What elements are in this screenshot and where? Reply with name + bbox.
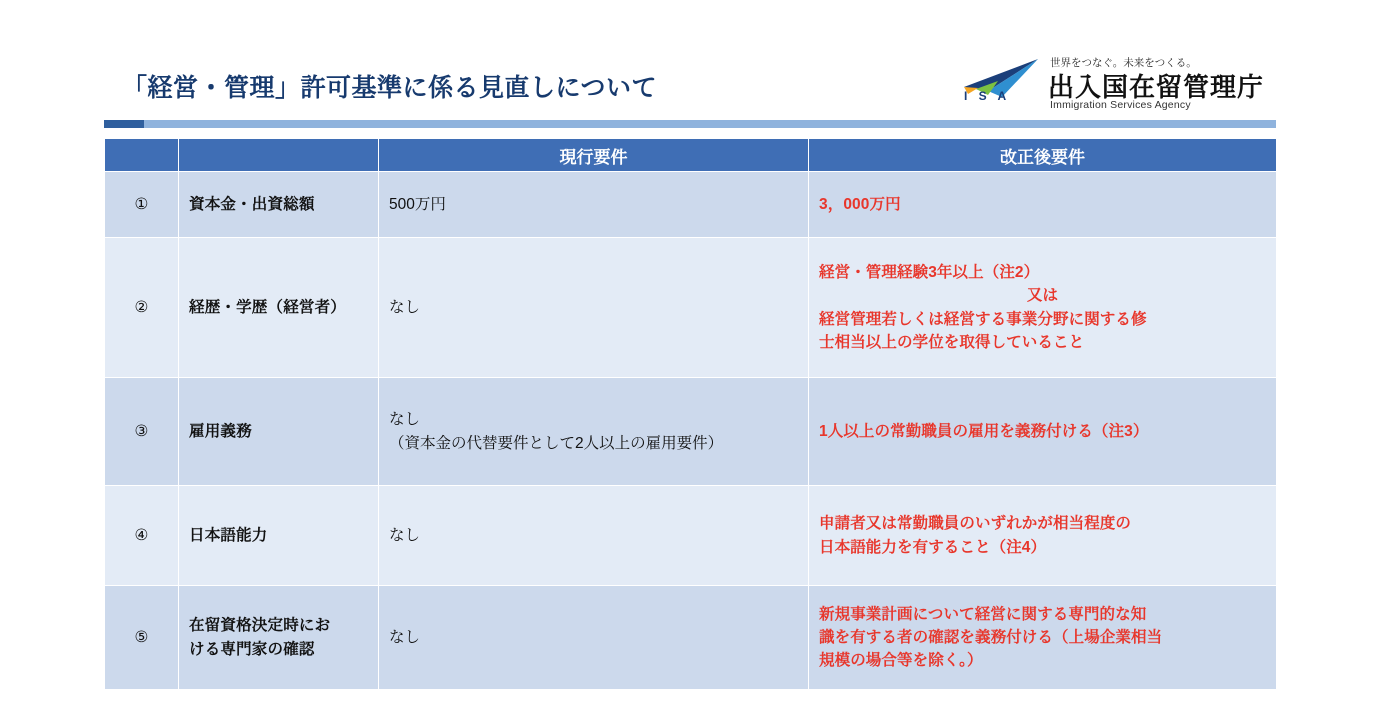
row-item: 雇用義務 [179, 378, 379, 486]
agency-name-ja: 出入国在留管理庁 [1048, 72, 1265, 102]
table-row [105, 238, 1277, 378]
agency-name-en: Immigration Services Agency [1050, 99, 1191, 111]
column-header-item [179, 139, 379, 172]
row-revised-line: 経営管理若しくは経営する事業分野に関する修 [819, 310, 1147, 328]
header-divider-bar [104, 120, 1276, 128]
table-row [105, 172, 1277, 238]
requirements-table [104, 138, 1277, 690]
row-revised: 3，000万円 [809, 172, 1277, 238]
row-number: ④ [105, 486, 179, 586]
logo-tagline: 世界をつなぐ。未来をつくる。 [1050, 57, 1197, 69]
row-revised-line: 又は [1026, 287, 1059, 305]
row-current [379, 378, 809, 486]
agency-logo [958, 55, 1268, 111]
row-revised-line: 申請者又は常勤職員のいずれかが相当程度の [819, 515, 1132, 533]
row-revised [809, 238, 1277, 378]
row-revised: 1人以上の常勤職員の雇用を義務付ける（注3） [809, 378, 1277, 486]
table-row [105, 378, 1277, 486]
row-number: ⑤ [105, 586, 179, 690]
row-revised-line: 士相当以上の学位を取得していること [819, 333, 1085, 351]
row-item-line: ける専門家の確認 [189, 640, 315, 658]
row-item: 経歴・学歴（経営者） [179, 238, 379, 378]
column-header-current: 現行要件 [379, 139, 809, 172]
row-revised-line: 規模の場合等を除く。） [819, 652, 983, 670]
row-revised-line: 経営・管理経験3年以上（注2） [819, 264, 1040, 281]
row-current-line: （資本金の代替要件として2人以上の雇用要件） [389, 434, 724, 452]
row-current: なし [379, 486, 809, 586]
row-item-line: 在留資格決定時にお [189, 617, 331, 635]
slide-header [0, 0, 1381, 126]
page-title: 「経営・管理」許可基準に係る見直しについて [122, 74, 658, 102]
row-revised [809, 486, 1277, 586]
column-header-number [105, 139, 179, 172]
table-header-row [105, 139, 1277, 172]
row-item [179, 586, 379, 690]
header-accent-bar [104, 120, 144, 128]
row-number: ① [105, 172, 179, 238]
row-revised-line: 日本語能力を有すること（注4） [819, 538, 1047, 556]
column-header-revised: 改正後要件 [809, 139, 1277, 172]
row-number: ② [105, 238, 179, 378]
row-current: 500万円 [379, 172, 809, 238]
row-revised-line: 新規事業計画について経営に関する専門的な知 [819, 605, 1147, 623]
row-number: ③ [105, 378, 179, 486]
isa-abbrev-label: I S A [964, 89, 1011, 103]
row-current-line: なし [389, 411, 421, 429]
table-row [105, 486, 1277, 586]
row-current: なし [379, 238, 809, 378]
row-revised [809, 586, 1277, 690]
row-current: なし [379, 586, 809, 690]
row-revised-line: 識を有する者の確認を義務付ける（上場企業相当 [819, 628, 1163, 646]
table-row [105, 586, 1277, 690]
row-item: 日本語能力 [179, 486, 379, 586]
row-item: 資本金・出資総額 [179, 172, 379, 238]
